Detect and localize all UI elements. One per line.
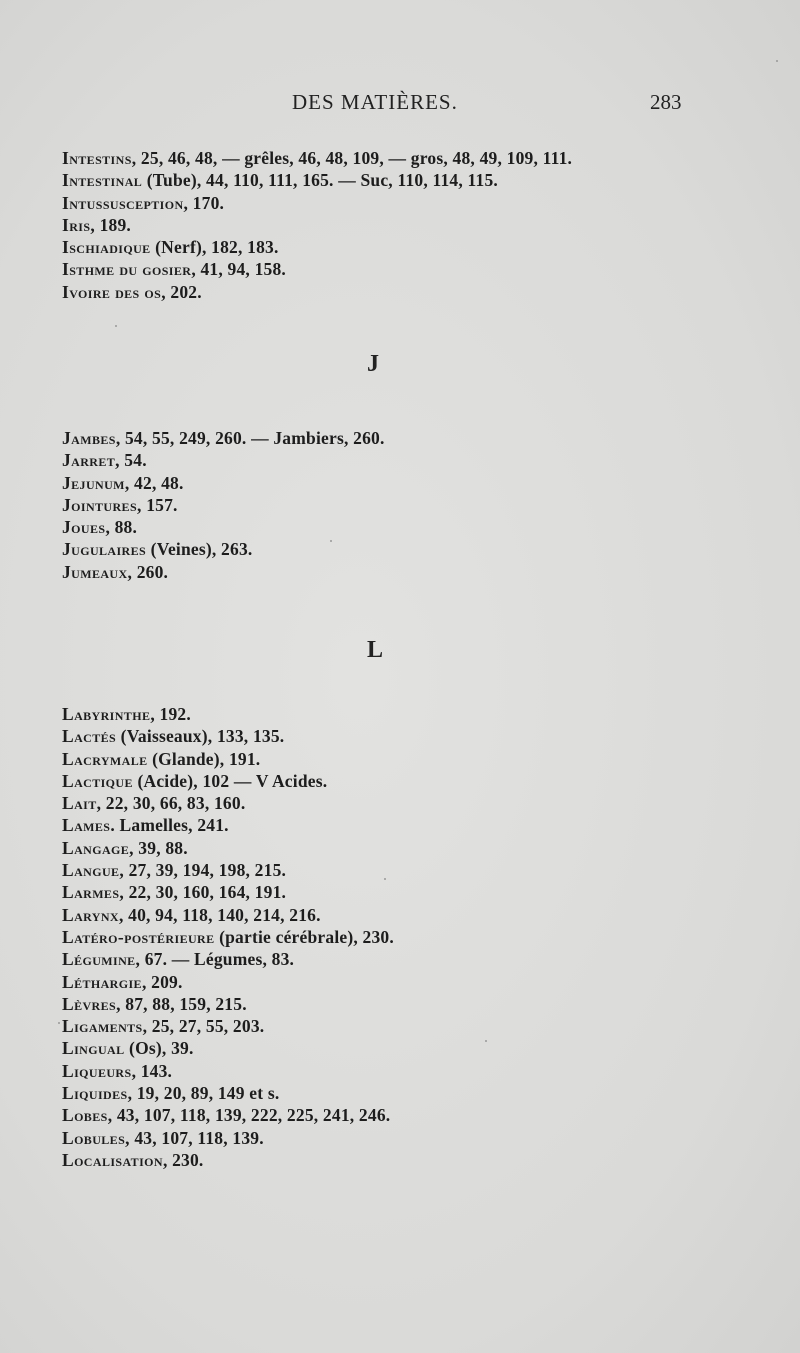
index-entry: Ischiadique (Nerf), 182, 183. [62,237,279,258]
index-entry: Lèvres, 87, 88, 159, 215. [62,993,247,1014]
paper-speck [115,325,117,327]
page-number: 283 [650,90,682,114]
index-entry: Lactique (Acide), 102 — V Acides. [62,770,328,791]
index-entry: Léthargie, 209. [62,971,183,992]
index-entry: Jambes, 54, 55, 249, 260. — Jambiers, 260. [62,428,385,448]
index-entry: Larynx, 40, 94, 118, 140, 214, 216. [62,904,321,925]
index-entry: Lobules, 43, 107, 118, 139. [62,1127,264,1148]
index-entry: Langue, 27, 39, 194, 198, 215. [62,860,287,881]
paper-speck [384,878,386,880]
index-entry: Lobes, 43, 107, 118, 139, 222, 225, 241, 246. [62,1105,391,1126]
index-entry: Ligaments, 25, 27, 55, 203. [62,1016,265,1037]
index-entry: Localisation, 230. [62,1149,204,1170]
index-section-l [62,703,762,1171]
index-entry: Latéro-postérieure (partie cérébrale), 230. [62,926,394,947]
index-entry: Lacrymale (Glande), 191. [62,748,261,769]
index-entry: Lactés (Vaisseaux), 133, 135. [62,726,285,747]
index-entry: Lingual (Os), 39. [62,1038,194,1059]
index-entry: Liqueurs, 143. [62,1060,173,1081]
index-entry: Intestins, 25, 46, 48, — grêles, 46, 48, 109, — gros, 48, 49, 109, 111. [62,148,573,168]
paper-speck [330,540,332,542]
index-entry: Larmes, 22, 30, 160, 164, 191. [62,882,287,903]
section-letter-j: J [367,351,379,377]
section-letter-l: L [367,637,384,663]
index-entry: Légumine, 67. — Légumes, 83. [62,949,295,970]
index-entry: Intestinal (Tube), 44, 110, 111, 165. — Suc, 110, 114, 115. [62,170,498,191]
index-entry: Labyrinthe, 192. [62,704,191,724]
index-entry: Jumeaux, 260. [62,561,169,582]
paper-speck [776,60,778,62]
index-entry: Isthme du gosier, 41, 94, 158. [62,259,287,280]
index-entry: Langage, 39, 88. [62,837,188,858]
index-entry: Ivoire des os, 202. [62,281,202,302]
index-entry: Lait, 22, 30, 66, 83, 160. [62,793,246,814]
index-section-j [62,427,762,583]
paper-speck [485,1040,487,1042]
page-header [0,90,800,120]
index-entry: Lames. Lamelles, 241. [62,815,229,836]
index-entry: Joues, 88. [62,517,138,538]
paper-speck [58,1022,60,1024]
index-entry: Jarret, 54. [62,450,147,471]
index-entry: Intussusception, 170. [62,192,225,213]
index-entry: Jugulaires (Veines), 263. [62,539,253,560]
index-entry: Liquides, 19, 20, 89, 149 et s. [62,1083,280,1104]
index-entry: Jejunum, 42, 48. [62,472,184,493]
index-section-i [62,147,762,303]
running-title: DES MATIÈRES. [292,90,458,114]
index-entry: Iris, 189. [62,214,131,235]
index-entry: Jointures, 157. [62,494,178,515]
